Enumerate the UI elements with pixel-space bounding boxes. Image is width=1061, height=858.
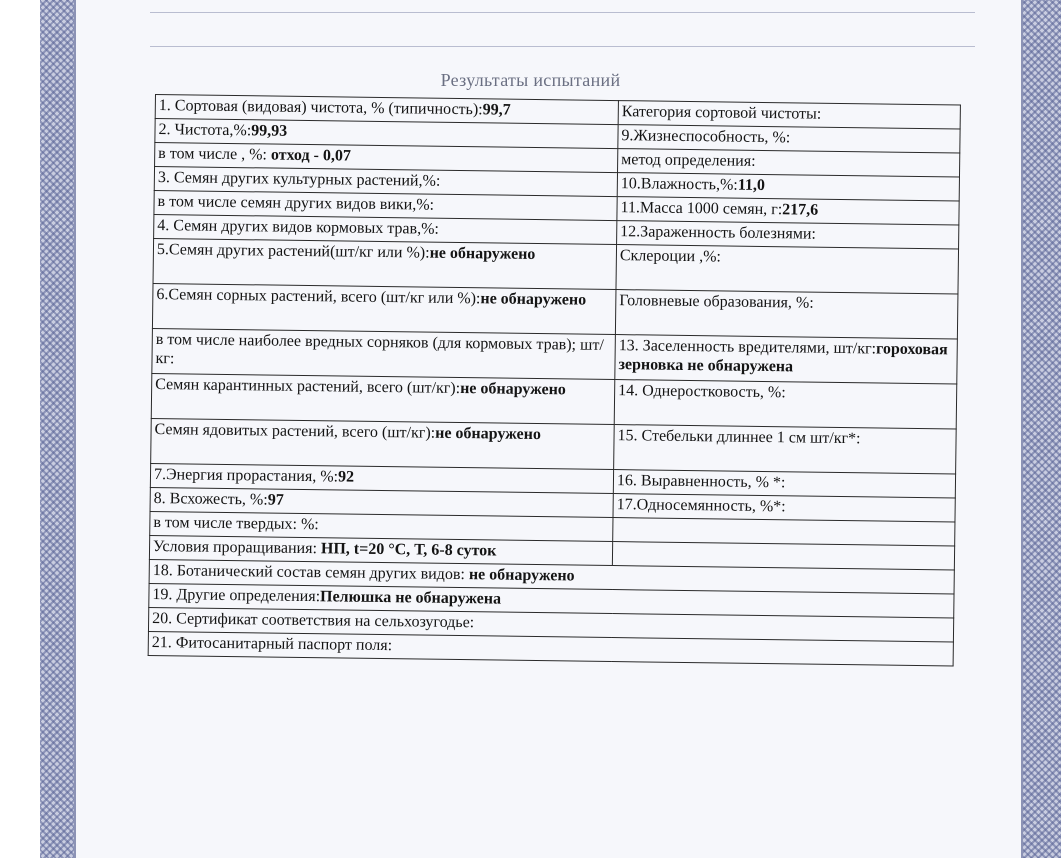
field-label: 8. Всхожесть, %: (153, 490, 268, 509)
field-label: 21. Фитосанитарный паспорт поля: (151, 634, 393, 655)
field-label: 16. Выравненность, % *: (616, 472, 786, 492)
field-label: 10.Влажность,%: (620, 175, 738, 194)
table-cell-right (615, 290, 958, 339)
field-value: НП, t=20 °C, Т, 6-8 суток (320, 540, 497, 560)
top-rule (150, 12, 975, 13)
field-label: в том числе наиболее вредных сорняков (для кормовых трав); шт/кг: (155, 331, 604, 368)
field-label: в том числе семян других видов вики,%: (157, 193, 435, 214)
table-cell-right (614, 425, 957, 474)
field-label: 17.Односемянность, %*: (616, 496, 786, 516)
top-rule (150, 46, 975, 47)
field-value: 92 (337, 468, 355, 486)
field-label: 6.Семян сорных растений, всего (шт/кг или %): (156, 286, 481, 308)
field-label: 11.Масса 1000 семян, г: (620, 199, 783, 219)
page-margin (0, 0, 40, 858)
results-full-rows (148, 559, 954, 666)
field-label: 2. Чистота,%: (158, 121, 252, 140)
decorative-border-right (1023, 0, 1061, 858)
field-label: 3. Семян других культурных растений,%: (157, 169, 441, 190)
field-value: отход - 0,07 (270, 146, 352, 165)
table-cell-right (615, 335, 958, 384)
table-cell-left (151, 373, 615, 424)
field-value: 99,7 (482, 101, 511, 119)
field-value: не обнаружено (435, 424, 541, 444)
field-label: 14. Однеростковость, %: (618, 382, 786, 402)
field-value: не обнаружено (468, 566, 575, 585)
border-edge-left (74, 0, 76, 858)
field-label: 20. Сертификат соответствия на сельхозугодье: (152, 610, 475, 632)
table-cell-left (152, 283, 616, 334)
field-label: в том числе твердых: %: (153, 514, 319, 534)
field-label: 18. Ботанический состав семян других видов: (152, 562, 469, 584)
field-value: 217,6 (782, 201, 819, 219)
table-cell-right (614, 380, 957, 429)
results-split-rows (149, 95, 960, 570)
field-label: 15. Стебельки длиннее 1 см шт/кг*: (617, 427, 861, 448)
field-label: 19. Другие определения: (152, 586, 321, 606)
field-label: Семян ядовитых растений, всего (шт/кг): (154, 421, 436, 442)
field-label: 7.Энергия прорастания, %: (153, 466, 339, 486)
field-label: Склероции ,%: (619, 247, 722, 266)
results-heading-text: Результаты испытаний (440, 70, 621, 90)
field-value: 11,0 (737, 176, 766, 194)
field-value: 97 (267, 491, 284, 509)
field-label: метод определения: (621, 151, 756, 170)
field-label: Категория сортовой чистоты: (621, 103, 822, 123)
field-value: гороховая зерновка не обнаружена (618, 340, 948, 376)
field-label: 12.Зараженность болезнями: (620, 223, 817, 243)
border-edge-right (1021, 0, 1023, 858)
field-value: не обнаружено (480, 290, 587, 309)
table-cell-left (153, 238, 617, 289)
table-cell-left (151, 418, 615, 469)
field-label: в том числе , %: (158, 145, 272, 164)
table-cell-left (152, 328, 616, 379)
field-label: 5.Семян других растений(шт/кг или %): (156, 241, 430, 262)
field-label: Семян карантинных растений, всего (шт/кг): (155, 376, 461, 398)
field-label: 9.Жизнеспособность, %: (621, 127, 791, 147)
table-cell-right (616, 245, 959, 294)
decorative-border-left (40, 0, 74, 858)
field-label: 1. Сортовая (видовая) чистота, % (типичность): (158, 97, 483, 119)
field-label: 4. Семян других видов кормовых трав,%: (157, 217, 440, 238)
field-label: 13. Заселенность вредителями, шт/кг: (618, 337, 877, 358)
results-table (148, 94, 961, 667)
field-value: 99,93 (251, 122, 288, 140)
field-value: не обнаружено (460, 380, 566, 399)
results-heading (0, 70, 1061, 91)
field-value: не обнаружено (429, 244, 536, 263)
field-value: Пелюшка не обнаружена (319, 588, 502, 608)
field-label: Головневые образования, %: (619, 292, 814, 312)
field-label: Условия проращивания: (152, 538, 322, 558)
